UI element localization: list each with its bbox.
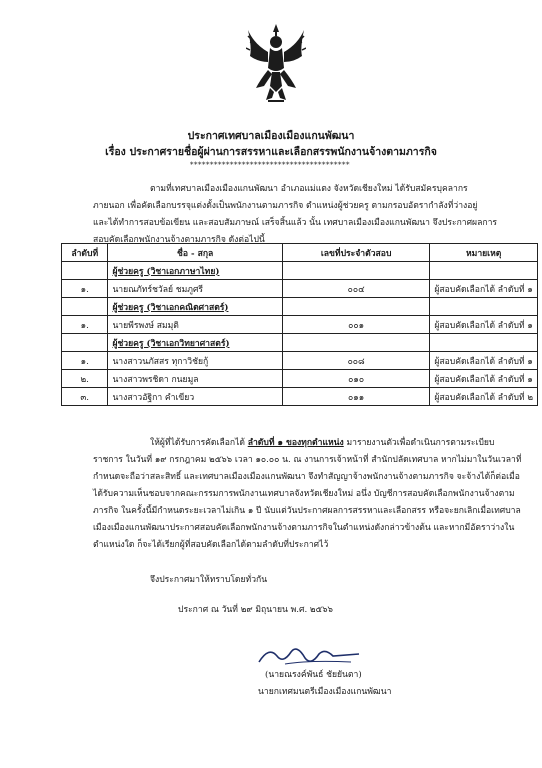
para2-line-6: เมืองเมืองแกนพัฒนาประกาศสอบคัดเลือกพนักงานจ้างตามภารกิจในตำแหน่งดังกล่าวข้างต้น และหากมีอัตราว่างใน [93, 523, 515, 533]
garuda-emblem-icon [246, 22, 306, 104]
col-header-name: ชื่อ - สกุล [108, 244, 282, 262]
table-row [62, 316, 538, 334]
intro-line-4: สอบคัดเลือกพนักงานจ้างตามภารกิจ ดังต่อไปนี้ [93, 235, 265, 245]
row-note: ผู้สอบคัดเลือกได้ ลำดับที่ ๑ [430, 280, 538, 298]
para2-line-5: ภารกิจ ในครั้งนี้มีกำหนดระยะเวลาไม่เกิน ๑ ปี นับแต่วันประกาศผลการสรรหาและเลือกสรร หรือจะยกเลิกเมื่อเทศบาล [93, 506, 521, 516]
row-name: นายพีรพงษ์ สมมุติ [108, 316, 282, 334]
announcement-title: ประกาศเทศบาลเมืองเมืองแกนพัฒนา [187, 130, 355, 142]
row-no: ๑. [62, 280, 108, 298]
table-row [62, 388, 538, 406]
table-row [62, 280, 538, 298]
row-exam-id: ๐๐๑ [282, 316, 429, 334]
row-no: ๑. [62, 316, 108, 334]
signature-icon [255, 642, 365, 668]
row-no: ๓. [62, 388, 108, 406]
para2-line-7: ตำแหน่งใด ก็จะได้เรียกผู้ที่สอบคัดเลือกได้ตามลำดับที่ประกาศไว้ [93, 540, 329, 550]
para2-line-3: กำหนดจะถือว่าสละสิทธิ์ และเทศบาลเมืองเมืองแกนพัฒนา จึงทำสัญญาจ้างพนักงานจ้างตามภารกิจ จะจ้างได้ก็ต่อเมื่อ [93, 472, 520, 482]
row-exam-id: ๐๐๔ [282, 280, 429, 298]
col-header-exam-id: เลขที่ประจำตัวสอบ [282, 244, 429, 262]
date-line: ประกาศ ณ วันที่ ๒๙ มิถุนายน พ.ศ. ๒๕๖๖ [178, 605, 333, 615]
table-row [62, 352, 538, 370]
row-note: ผู้สอบคัดเลือกได้ ลำดับที่ ๒ [430, 388, 538, 406]
group-title: ผู้ช่วยครู (วิชาเอกภาษาไทย) [108, 262, 282, 280]
para2-text: ให้ผู้ที่ได้รับการคัดเลือกได้ [150, 438, 248, 448]
group-title: ผู้ช่วยครู (วิชาเอกวิทยาศาสตร์) [108, 334, 282, 352]
group-row [62, 262, 538, 280]
row-exam-id: ๐๑๑ [282, 388, 429, 406]
row-name: นายณภัทร์ชวัลย์ ชมภูศรี [108, 280, 282, 298]
row-note: ผู้สอบคัดเลือกได้ ลำดับที่ ๑ [430, 316, 538, 334]
row-exam-id: ๐๑๐ [282, 370, 429, 388]
group-row [62, 334, 538, 352]
signer-title: นายกเทศมนตรีเมืองเมืองแกนพัฒนา [258, 687, 392, 697]
results-table [61, 243, 538, 406]
intro-line-1: ตามที่เทศบาลเมืองเมืองแกนพัฒนา อำเภอแม่แตง จังหวัดเชียงใหม่ ได้รับสมัครบุคลากร [150, 184, 468, 194]
col-header-note: หมายเหตุ [430, 244, 538, 262]
table-row [62, 370, 538, 388]
group-row [62, 298, 538, 316]
intro-line-2: ภายนอก เพื่อคัดเลือกบรรจุแต่งตั้งเป็นพนักงานตามภารกิจ ตำแหน่งผู้ช่วยครู ตามกรอบอัตรากำลังที่ว่างอยู่ [93, 201, 478, 211]
separator-stars: **************************************** [190, 161, 350, 169]
col-header-no: ลำดับที่ [62, 244, 108, 262]
row-exam-id: ๐๐๘ [282, 352, 429, 370]
row-name: นางสาวพรชิดา กนยมูล [108, 370, 282, 388]
closing-line: จึงประกาศมาให้ทราบโดยทั่วกัน [150, 575, 268, 585]
table-header-row [62, 244, 538, 262]
row-no: ๑. [62, 352, 108, 370]
row-name: นางสาวนภัสสร ทุกาวิชัยกู้ [108, 352, 282, 370]
announcement-subject: เรื่อง ประกาศรายชื่อผู้ผ่านการสรรหาและเลือกสรรพนักงานจ้างตามภารกิจ [105, 146, 437, 158]
para2-line-2: ราชการ ในวันที่ ๑๙ กรกฎาคม ๒๕๖๖ เวลา ๑๐.๐๐ น. ณ งานการเจ้าหน้าที่ สำนักปลัดเทศบาล หากไม่มาในวันเวลาที่ [93, 455, 522, 465]
para2-line-4: ได้รับความเห็นชอบจากคณะกรรมการพนักงานเทศบาลจังหวัดเชียงใหม่ อนึ่ง บัญชีการสอบคัดเลือกพนักงานจ้างตาม [93, 489, 515, 499]
row-name: นางสาวอัฐิกา คำเขียว [108, 388, 282, 406]
row-no: ๒. [62, 370, 108, 388]
intro-line-3: และได้ทำการสอบข้อเขียน และสอบสัมภาษณ์ เสร็จสิ้นแล้ว นั้น เทศบาลเมืองเมืองแกนพัฒนา จึงประกาศผลการ [93, 218, 498, 228]
row-note: ผู้สอบคัดเลือกได้ ลำดับที่ ๑ [430, 352, 538, 370]
para2-emphasis: ลำดับที่ ๑ ของทุกตำแหน่ง [247, 438, 344, 448]
para2-line-1 [150, 435, 494, 453]
signer-name: (นายณรงค์พันธ์ ชัยยันตา) [265, 670, 362, 680]
row-note: ผู้สอบคัดเลือกได้ ลำดับที่ ๑ [430, 370, 538, 388]
group-title: ผู้ช่วยครู (วิชาเอกคณิตศาสตร์) [108, 298, 282, 316]
para2-text: มารายงานตัวเพื่อดำเนินการตามระเบียบ [343, 438, 495, 448]
